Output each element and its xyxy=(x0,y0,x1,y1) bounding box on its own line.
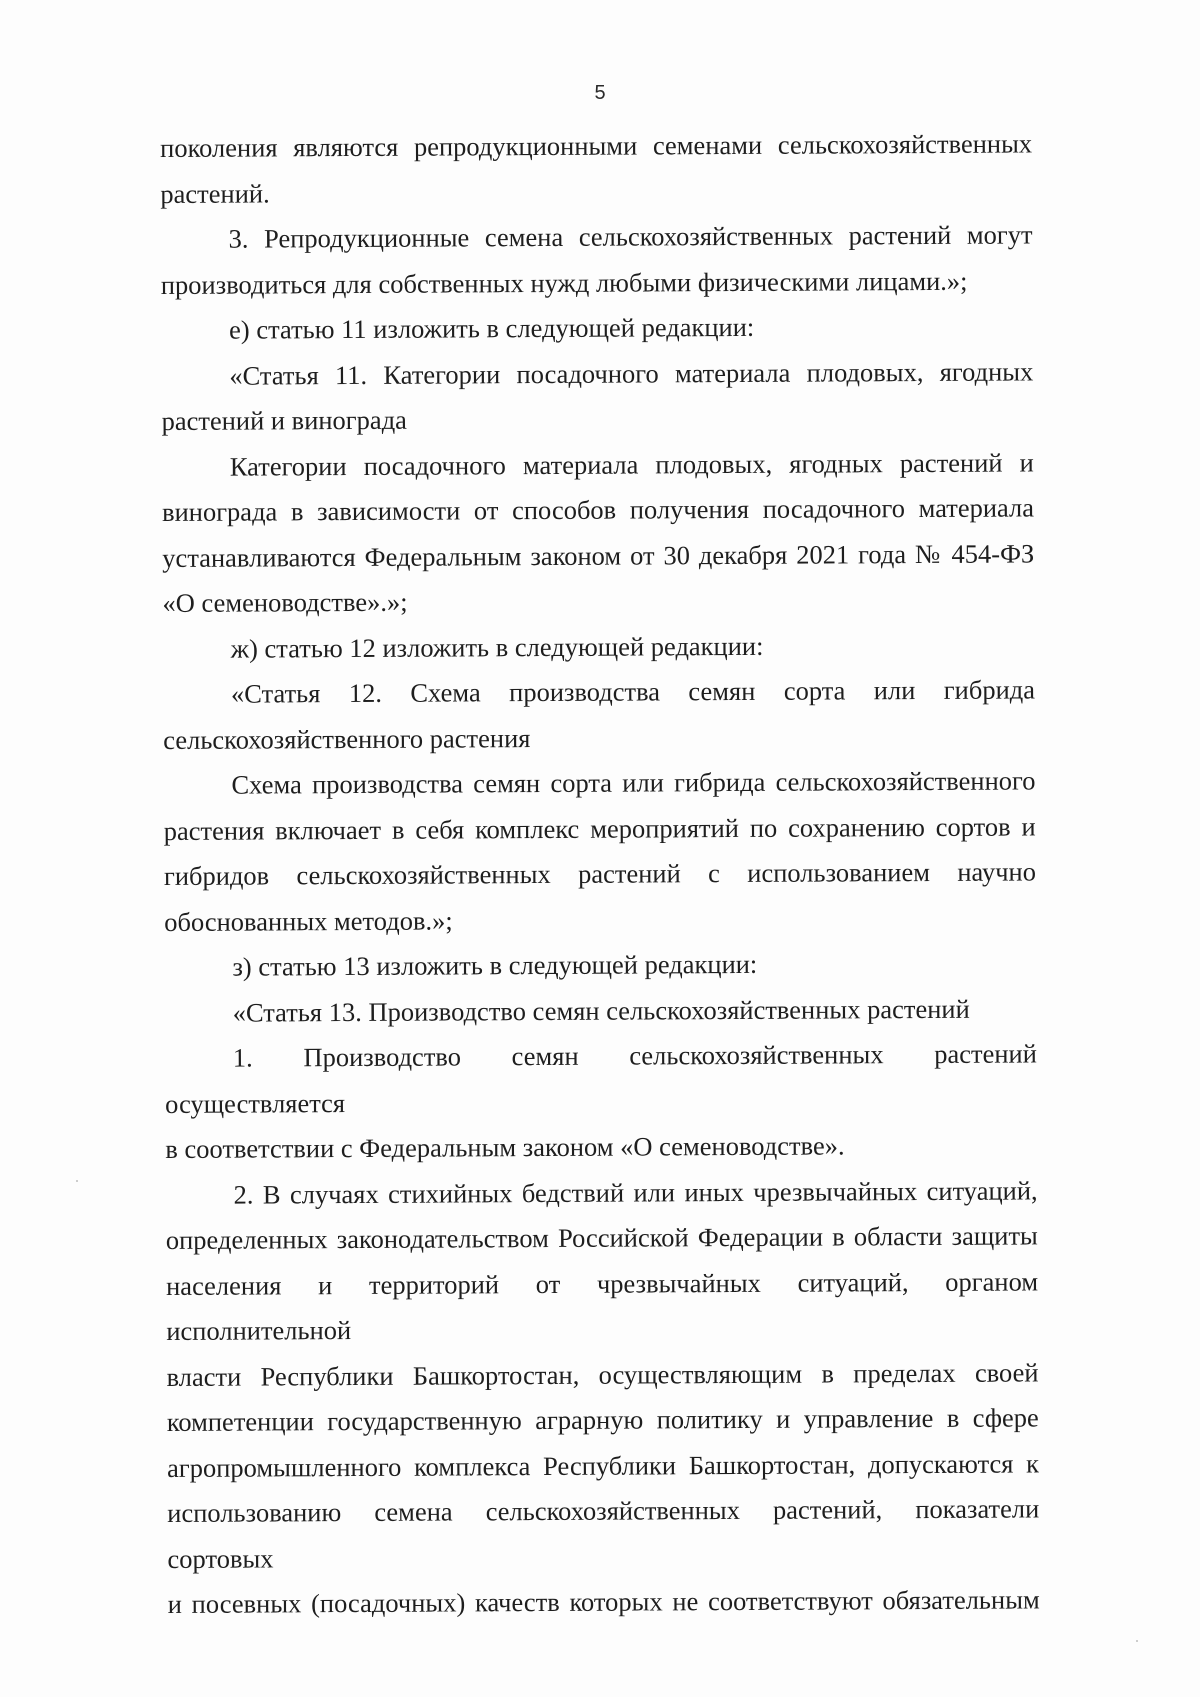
text-line: устанавливаются Федеральным законом от 30 декабря 2021 года № 454-ФЗ xyxy=(162,537,1035,573)
text-line: обоснованных методов.»; xyxy=(164,904,453,937)
text-line: сельскохозяйственного растения xyxy=(163,722,531,755)
document-body xyxy=(160,121,1040,1627)
text-line: определенных законодательством Российской Федерации в области защиты xyxy=(165,1220,1038,1255)
paragraph xyxy=(161,349,1033,445)
paragraph xyxy=(160,212,1032,308)
paragraph xyxy=(164,940,1036,990)
text-line: растения включает в себя комплекс мероприятий по сохранению сортов и xyxy=(163,810,1036,846)
paragraph xyxy=(163,758,1036,945)
page-number: 5 xyxy=(594,82,606,104)
text-line: в соответствии с Федеральным законом «О семеноводстве». xyxy=(165,1130,845,1164)
text-line: «Статья 12. Схема производства семян сорта или гибрида xyxy=(230,674,1036,709)
text-line: 2. В случаях стихийных бедствий или иных чрезвычайных ситуаций, xyxy=(233,1174,1038,1210)
text-line: растений. xyxy=(160,177,270,209)
text-line: агропромышленного комплекса Республики Башкортостан, допускаются к xyxy=(166,1447,1040,1483)
text-line: населения и территорий от чрезвычайных ситуаций, органом исполнительной xyxy=(165,1265,1039,1346)
paragraph xyxy=(165,1168,1039,1628)
paragraph xyxy=(163,667,1035,763)
text-line: власти Республики Башкортостан, осуществляющим в пределах своей xyxy=(166,1356,1039,1392)
paragraph xyxy=(162,440,1035,627)
text-line: з) статью 13 изложить в следующей редакции: xyxy=(232,948,758,982)
paragraph xyxy=(165,986,1037,1036)
text-line: гибридов сельскохозяйственных растений с использованием научно xyxy=(163,856,1036,891)
text-line: Категории посадочного материала плодовых, ягодных растений и xyxy=(229,446,1034,482)
text-line: е) статью 11 изложить в следующей редакции: xyxy=(228,311,755,345)
text-line: Схема производства семян сорта или гибрида сельскохозяйственного xyxy=(231,765,1036,800)
text-line: «О семеноводстве».»; xyxy=(162,586,408,618)
text-line: поколения являются репродукционными семенами сельскохозяйственных xyxy=(160,128,1033,163)
text-line: использованию семена сельскохозяйственных растений, показатели сортовых xyxy=(167,1493,1040,1574)
text-line: и посевных (посадочных) качеств которых не соответствуют обязательным xyxy=(167,1584,1040,1619)
text-line: растений и винограда xyxy=(161,404,407,436)
text-line: компетенции государственную аграрную политику и управление в сфере xyxy=(166,1402,1039,1437)
text-line: ж) статью 12 изложить в следующей редакции: xyxy=(230,630,764,664)
text-line: производиться для собственных нужд любыми физическими лицами.»; xyxy=(160,265,968,300)
paragraph xyxy=(160,121,1032,217)
text-line: 1. Производство семян сельскохозяйственных растений осуществляется xyxy=(165,1038,1037,1119)
scan-speck xyxy=(76,1180,78,1182)
text-line: 3. Репродукционные семена сельскохозяйственных растений могут xyxy=(228,219,1033,254)
scan-speck xyxy=(1136,1640,1138,1642)
paragraph xyxy=(163,622,1035,672)
text-line: «Статья 11. Категории посадочного материала плодовых, ягодных xyxy=(229,355,1034,391)
paragraph xyxy=(165,1031,1038,1172)
text-line: винограда в зависимости от способов получения посадочного материала xyxy=(161,492,1035,527)
text-line: «Статья 13. Производство семян сельскохозяйственных растений xyxy=(232,993,970,1028)
paragraph xyxy=(161,303,1033,353)
